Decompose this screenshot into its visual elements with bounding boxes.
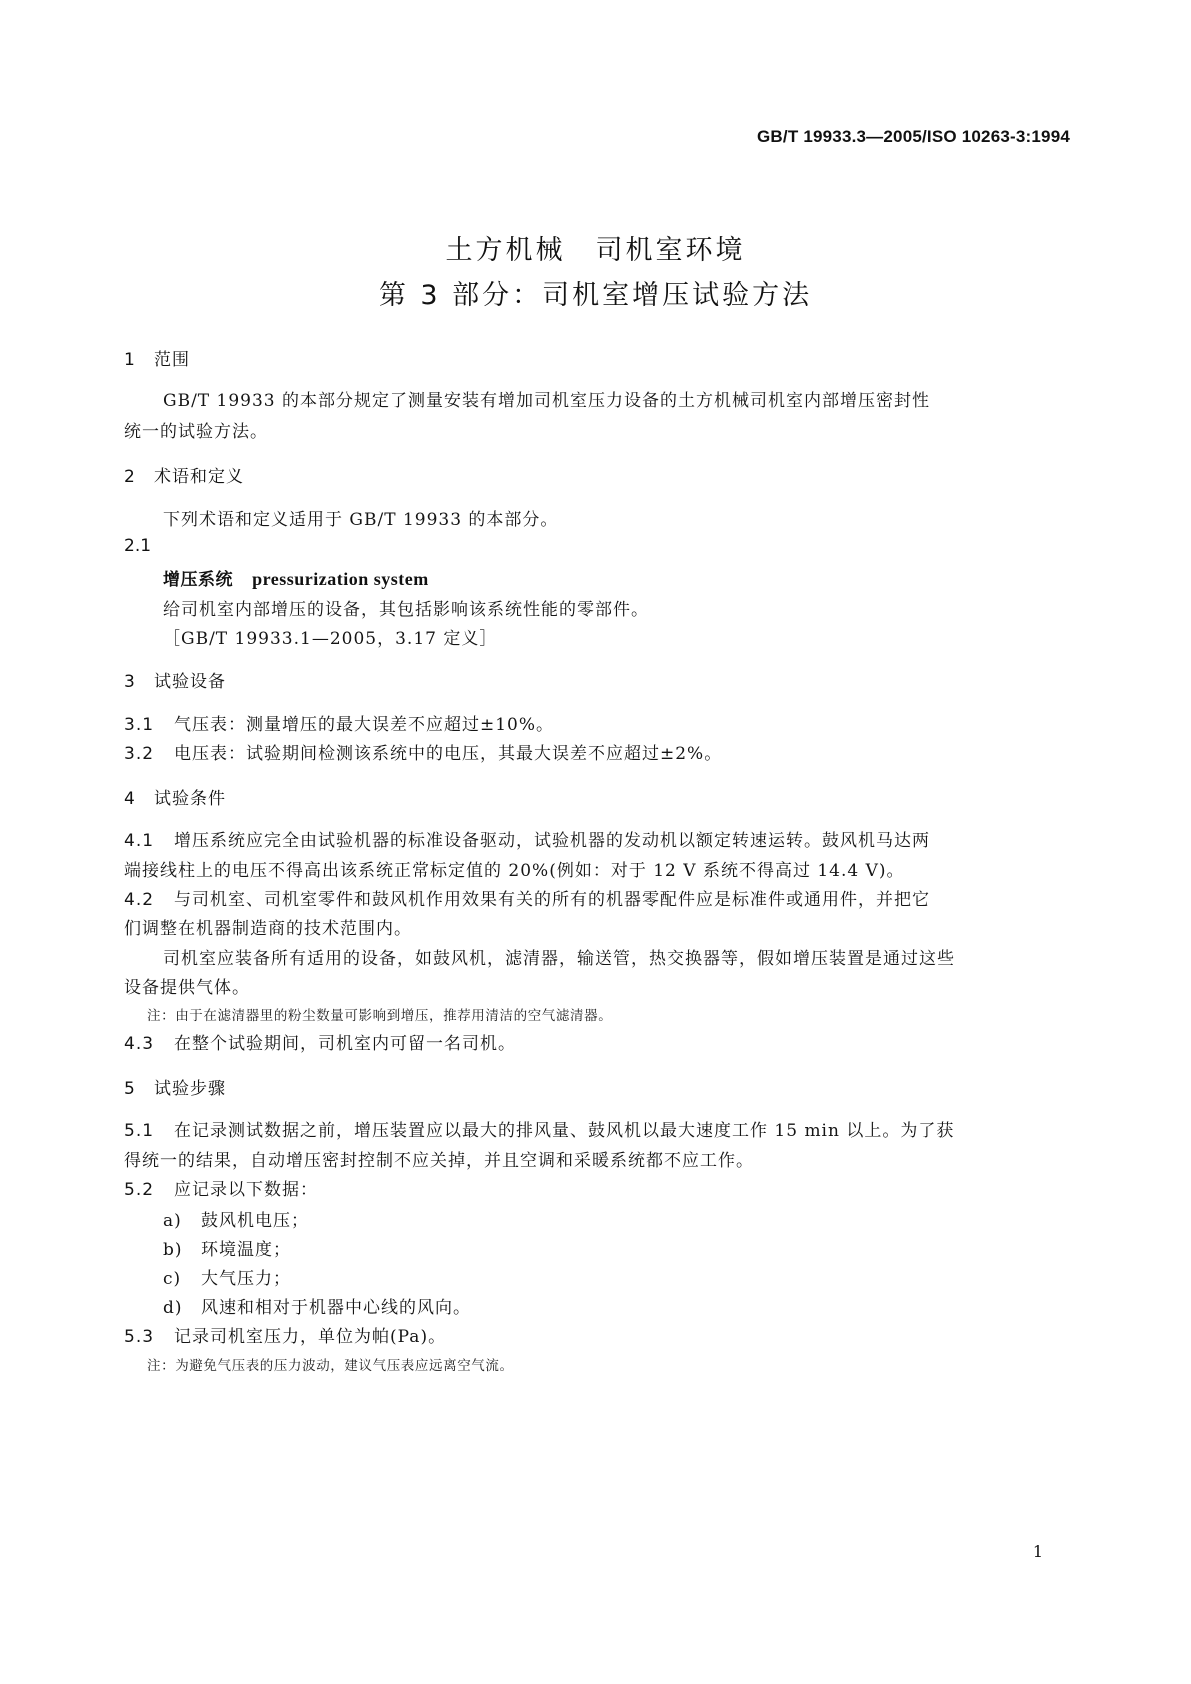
list-item: [163, 1264, 291, 1289]
term-chinese: 增压系统: [163, 570, 233, 590]
paragraph-line: 统一的试验方法。: [124, 422, 268, 442]
list-text: 大气压力；: [201, 1269, 291, 1289]
list-label: c): [163, 1269, 182, 1289]
standard-number: GB/T 19933.3—2005/ISO 10263-3:1994: [757, 127, 1070, 146]
section-number: 3: [124, 672, 136, 692]
clause-4-1: [124, 826, 930, 851]
term-entry: [163, 565, 429, 590]
clause-number: 3.1: [124, 715, 155, 735]
list-text: 环境温度；: [201, 1240, 291, 1260]
clause-number: 4.3: [124, 1034, 155, 1054]
note: 注：由于在滤清器里的粉尘数量可影响到增压，推荐用清洁的空气滤清器。: [147, 1008, 613, 1024]
section-number: 5: [124, 1079, 136, 1099]
clause-3-1: [124, 710, 554, 735]
paragraph-line: GB/T 19933 的本部分规定了测量安装有增加司机室压力设备的土方机械司机室内部增压密封性: [163, 391, 931, 411]
section-4-heading: [124, 784, 226, 809]
page-number: 1: [1032, 1542, 1043, 1561]
paragraph-line: 设备提供气体。: [124, 978, 250, 998]
title-line-1: 土方机械 司机室环境: [445, 235, 746, 266]
section-title: 试验设备: [154, 672, 226, 692]
clause-5-3: [124, 1322, 446, 1347]
section-title: 试验条件: [154, 789, 226, 809]
section-5-heading: [124, 1074, 226, 1099]
clause-text: 在记录测试数据之前，增压装置应以最大的排风量、鼓风机以最大速度工作 15 min 以上。为了获: [174, 1121, 955, 1141]
clause-3-2: [124, 739, 722, 764]
paragraph-line: 下列术语和定义适用于 GB/T 19933 的本部分。: [163, 510, 559, 530]
term-source: ［GB/T 19933.1—2005，3.17 定义］: [163, 629, 498, 649]
section-number: 2: [124, 467, 136, 487]
paragraph-line: 得统一的结果，自动增压密封控制不应关掉，并且空调和采暖系统都不应工作。: [124, 1151, 754, 1171]
clause-text: 增压系统应完全由试验机器的标准设备驱动，试验机器的发动机以额定转速运转。鼓风机马达两: [174, 831, 930, 851]
clause-text: 应记录以下数据：: [174, 1180, 318, 1200]
clause-text: 在整个试验期间，司机室内可留一名司机。: [174, 1034, 516, 1054]
clause-text: 电压表：试验期间检测该系统中的电压，其最大误差不应超过±2%。: [174, 744, 723, 764]
list-text: 风速和相对于机器中心线的风向。: [201, 1298, 471, 1318]
clause-number: 3.2: [124, 744, 155, 764]
term-english: pressurization system: [252, 569, 429, 589]
section-title: 范围: [154, 350, 190, 370]
section-1-heading: [124, 345, 190, 370]
clause-number: 5.2: [124, 1180, 155, 1200]
title-line-2: 第 3 部分：司机室增压试验方法: [378, 280, 813, 311]
section-number: 4: [124, 789, 136, 809]
clause-number: 4.1: [124, 831, 155, 851]
list-label: b): [163, 1240, 183, 1260]
clause-number: 4.2: [124, 890, 155, 910]
paragraph-line: 端接线柱上的电压不得高出该系统正常标定值的 20%(例如：对于 12 V 系统不得高过 14.4 V)。: [124, 861, 905, 881]
list-item: [163, 1206, 309, 1231]
list-label: d): [163, 1298, 183, 1318]
term-definition: 给司机室内部增压的设备，其包括影响该系统性能的零部件。: [163, 600, 649, 620]
note: 注：为避免气压表的压力波动，建议气压表应远离空气流。: [147, 1358, 514, 1374]
clause-number: 5.1: [124, 1121, 155, 1141]
clause-number: 5.3: [124, 1327, 155, 1347]
clause-text: 与司机室、司机室零件和鼓风机作用效果有关的所有的机器零配件应是标准件或通用件，并把它: [174, 890, 930, 910]
list-item: [163, 1293, 471, 1318]
clause-4-2: [124, 885, 930, 910]
clause-5-2: [124, 1175, 318, 1200]
clause-text: 记录司机室压力，单位为帕(Pa)。: [174, 1327, 447, 1347]
paragraph-line: 们调整在机器制造商的技术范围内。: [124, 919, 412, 939]
section-2-heading: [124, 462, 244, 487]
section-number: 1: [124, 350, 136, 370]
clause-number: 2.1: [124, 536, 152, 556]
list-text: 鼓风机电压；: [201, 1211, 309, 1231]
clause-5-1: [124, 1116, 954, 1141]
clause-4-3: [124, 1029, 516, 1054]
section-title: 术语和定义: [154, 467, 244, 487]
paragraph-line: 司机室应装备所有适用的设备，如鼓风机，滤清器，输送管，热交换器等，假如增压装置是通过这些: [163, 949, 955, 969]
section-3-heading: [124, 667, 226, 692]
section-title: 试验步骤: [154, 1079, 226, 1099]
list-item: [163, 1235, 291, 1260]
clause-text: 气压表：测量增压的最大误差不应超过±10%。: [174, 715, 555, 735]
list-label: a): [163, 1211, 182, 1231]
clause-2-1: [124, 536, 174, 556]
